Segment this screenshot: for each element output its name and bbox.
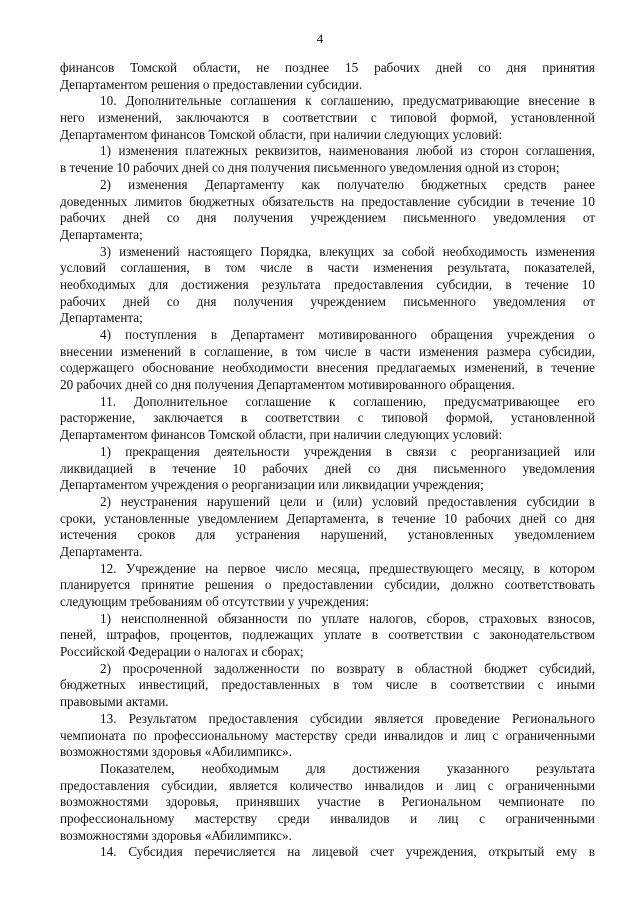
text-line: Департаментом учреждения о реорганизации или ликвидации учреждения; [60,477,484,493]
text-line: 1) неисполненной обязанности по уплате налогов, сборов, страховых взносов, [100,610,595,626]
text-line: 2) просроченной задолженности по возврату в областной бюджет субсидий, [100,660,595,676]
text-line: 14. Субсидия перечисляется на лицевой счет учреждения, открытый ему в [100,844,595,860]
document-body [60,60,595,861]
text-line: Департаментом решения о предоставлении субсидии. [60,76,363,92]
text-line: пеней, штрафов, процентов, подлежащих уплате в соответствии с законодательством [60,627,595,643]
text-line: ликвидацией в течение 10 рабочих дней со дня письменного уведомления [60,460,595,476]
text-line: необходимых для достижения результата предоставления субсидии, в течение 10 [60,276,595,292]
text-line: содержащего обоснование необходимости внесения предлагаемых изменений, в течение [60,360,595,376]
text-line: 1) прекращения деятельности учреждения в связи с реорганизацией или [100,443,595,459]
text-line: 4) поступления в Департамент мотивированного обращения учреждения о [100,327,595,342]
text-line: Департамента; [60,310,143,326]
text-line: возможностями здоровья «Абилимпикс». [60,827,292,843]
text-line: финансов Томской области, не позднее 15 рабочих дней со дня принятия [60,60,595,75]
text-line: 11. Дополнительное соглашение к соглашению, предусматривающее его [100,393,595,409]
text-line: планируется принятие решения о предоставлении субсидии, должно соответствовать [60,577,595,593]
text-line: Департаментом финансов Томской области, при наличии следующих условий: [60,427,503,443]
text-line: истечения сроков для устранения нарушений, установленных уведомлением [60,527,595,543]
text-line: следующим требованиям об отсутствии у учреждения: [60,594,370,609]
text-line: 12. Учреждение на первое число месяца, предшествующего месяцу, в котором [100,560,595,576]
text-line: 13. Результатом предоставления субсидии является проведение Регионального [100,710,595,726]
text-line: в течение 10 рабочих дней со дня получения письменного уведомления одной из сторон; [60,160,560,176]
text-line: чемпионата по профессиональному мастерству среди инвалидов и лиц с ограниченными [60,727,595,743]
text-line: предоставления субсидии, является количество инвалидов и лиц с ограниченными [60,777,595,793]
text-line: расторжение, заключается в соответствии с типовой формой, установленной [60,410,595,426]
page-number: 4 [316,31,324,46]
text-line: внесении изменений в соглашение, в том числе в части изменения размера субсидии, [60,343,595,359]
text-line: сроки, установленные уведомлением Департамента, в течение 10 рабочих дней со дня [60,510,595,526]
text-line: 10. Дополнительные соглашения к соглашению, предусматривающие внесение в [100,93,595,109]
text-line: доведенных лимитов бюджетных обязательств на предоставление субсидии в течение 10 [60,193,595,209]
text-line: профессиональному мастерству среди инвалидов и лиц с ограниченными [60,810,595,826]
text-line: Показателем, необходимым для достижения указанного результата [100,760,595,776]
text-line: условий соглашения, в том числе в части изменения результата, показателей, [60,260,595,276]
text-line: Департамента. [60,543,143,559]
text-line: правовыми актами. [60,694,169,710]
text-line: Департаментом финансов Томской области, при наличии следующих условий: [60,126,503,142]
text-line: 2) неустранения нарушений цели и (или) условий предоставления субсидии в [100,493,595,509]
text-line: 1) изменения платежных реквизитов, наименования любой из сторон соглашения, [100,143,595,159]
text-line: возможностями здоровья, принявших участие в Региональном чемпионате по [60,794,595,810]
text-line: бюджетных инвестиций, предоставленных в том числе в соответствии с иными [60,677,595,693]
text-line: 2) изменения Департаменту как получателю бюджетных средств ранее [100,176,595,192]
text-line: 20 рабочих дней со дня получения Департаментом мотивированного обращения. [60,377,515,393]
text-line: него изменений, заключаются в соответствии с типовой формой, установленной [60,110,595,126]
text-line: рабочих дней со дня получения учреждением письменного уведомления от [60,293,595,309]
text-line: возможностями здоровья «Абилимпикс». [60,744,292,760]
text-line: 3) изменений настоящего Порядка, влекущих за собой необходимость изменения [100,243,595,259]
text-line: Российской Федерации о налогах и сборах; [60,644,304,660]
text-line: рабочих дней со дня получения учреждением письменного уведомления от [60,210,595,226]
text-line: Департамента; [60,226,143,242]
